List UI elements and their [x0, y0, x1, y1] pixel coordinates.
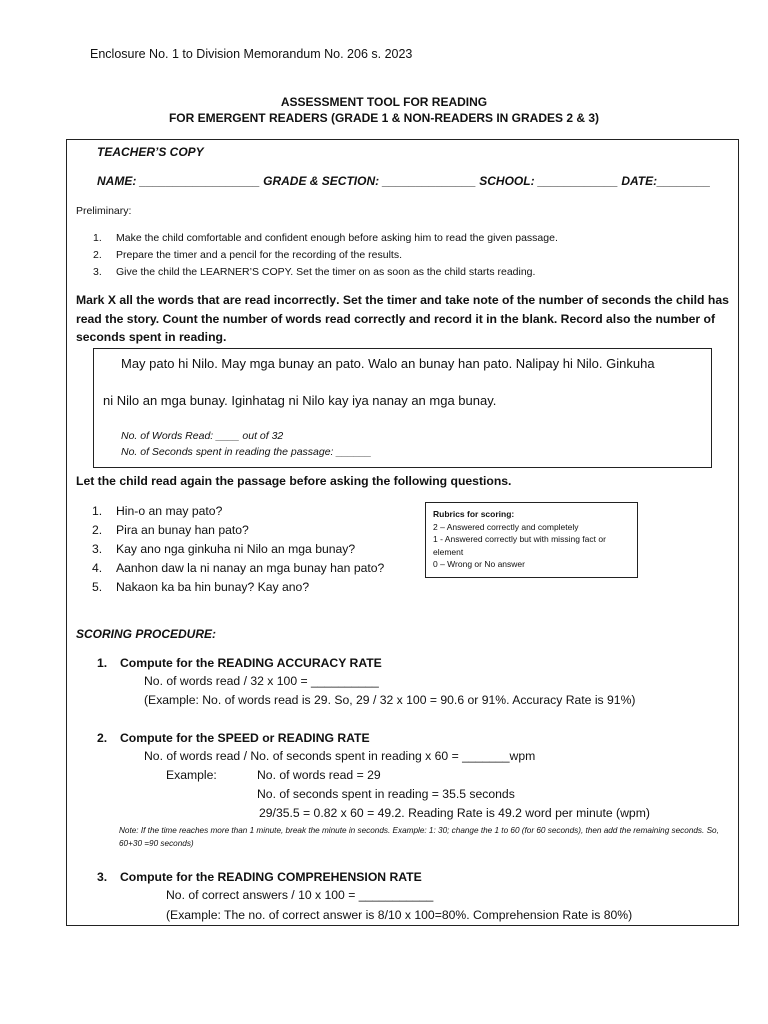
document-subtitle: FOR EMERGENT READERS (GRADE 1 & NON-READERS IN GRADES 2 & 3): [168, 111, 600, 125]
passage-line-1: May pato hi Nilo. May mga bunay an pato. Walo an bunay han pato. Nalipay hi Nilo. Ginkuha: [121, 356, 655, 371]
enclosure-text: Enclosure No. 1 to Division Memorandum No. 206 s. 2023: [90, 47, 413, 61]
step-3-formula: No. of correct answers / 10 x 100 = ___________: [166, 888, 434, 902]
step-2-title: Compute for the SPEED or READING RATE: [120, 731, 370, 745]
step-3-title: Compute for the READING COMPREHENSION RATE: [120, 870, 422, 884]
seconds-spent-field: No. of Seconds spent in reading the passage: ______: [121, 446, 372, 458]
document-title: ASSESSMENT TOOL FOR READING: [280, 95, 488, 109]
passage-line-2: ni Nilo an mga bunay. Iginhatag ni Nilo kay iya nanay an mga bunay.: [103, 393, 497, 408]
rubric-score-1: 1 - Answered correctly but with missing fact or element: [433, 534, 606, 557]
step-2-example-result: 29/35.5 = 0.82 x 60 = 49.2. Reading Rate is 49.2 word per minute (wpm): [259, 806, 650, 820]
step-1-title: Compute for the READING ACCURACY RATE: [120, 656, 382, 670]
marking-instructions: Mark X all the words that are read incorrectly. Set the timer and take note of the number of seconds the child has read the story. Count the number of words read correctly and record it in the blank. Record also the number of seconds spent in reading.: [76, 293, 729, 344]
step-1-example: (Example: No. of words read is 29. So, 29 / 32 x 100 = 90.6 or 91%. Accuracy Rate is 91%): [144, 693, 636, 707]
copy-label: TEACHER’S COPY: [97, 145, 204, 159]
step-3-example: (Example: The no. of correct answer is 8/10 x 100=80%. Comprehension Rate is 80%): [166, 908, 633, 922]
fields-line: NAME: __________________ GRADE & SECTION: ______________ SCHOOL: ____________ DATE:________: [97, 174, 711, 188]
rubrics-box: [425, 502, 638, 578]
step-1-formula: No. of words read / 32 x 100 = __________: [144, 674, 379, 688]
step-3-number: 3.: [97, 870, 108, 884]
rubrics-title: Rubrics for scoring:: [433, 509, 515, 519]
questions-intro: Let the child read again the passage before asking the following questions.: [76, 474, 512, 488]
step-2-note: Note: If the time reaches more than 1 minute, break the minute in seconds. Example: 1: 30; change the 1 to 60 (for 60 seconds), then add the remaining seconds. So, 60+30 =90 seconds): [119, 826, 719, 848]
step-2-number: 2.: [97, 731, 108, 745]
words-read-field: No. of Words Read: ____ out of 32: [121, 430, 284, 442]
preliminary-label: Preliminary:: [76, 205, 132, 217]
step-2-example-label: Example:: [166, 768, 217, 782]
rubric-score-2: 2 – Answered correctly and completely: [433, 521, 579, 532]
rubric-score-0: 0 – Wrong or No answer: [433, 559, 525, 569]
step-2-formula: No. of words read / No. of seconds spent in reading x 60 = _______wpm: [144, 749, 536, 763]
step-1-number: 1.: [97, 656, 108, 670]
step-2-example-words: No. of words read = 29: [257, 768, 381, 782]
step-2-example-seconds: No. of seconds spent in reading = 35.5 seconds: [257, 787, 515, 801]
scoring-procedure-label: SCORING PROCEDURE:: [76, 627, 217, 641]
